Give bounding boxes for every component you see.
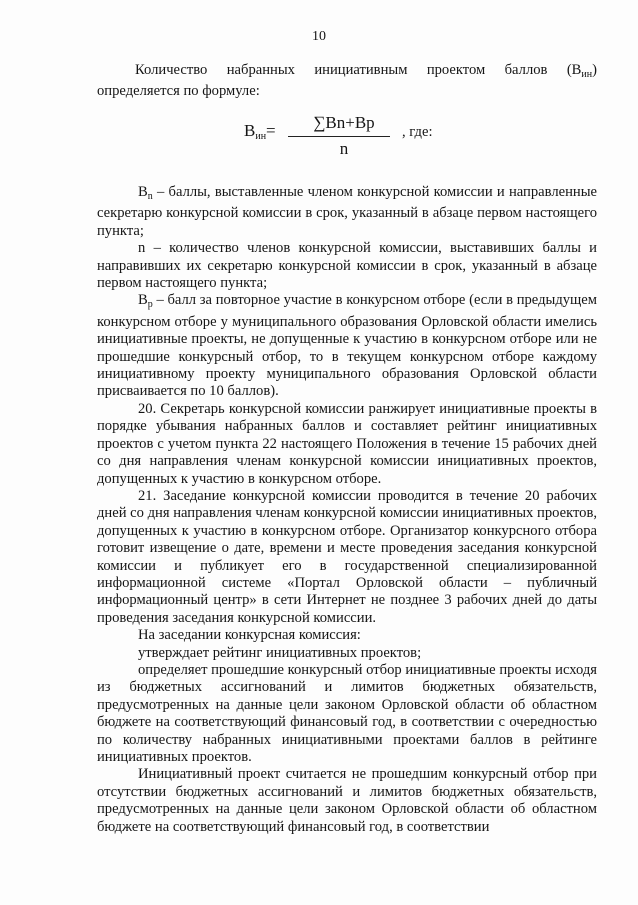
paragraph-21: 21. Заседание конкурсной комиссии проводится в течение 20 рабочих дней со дня направления членам конкурсной комиссии инициативных проектов, допущенных к участию в конкурсном отборе. Организатор конкурсного отбора готовит извещение о дате, времени и месте проведения заседания конкурсной комиссии и публикует его в государственной специализированной информационной системе «Портал Орловской области – публичный информационный центр» в сети Интернет не позднее 3 рабочих дней до даты проведения заседания конкурсной комиссии. <box>97 487 597 626</box>
bn-symbol: В <box>138 184 148 200</box>
intro-paragraph <box>97 62 597 101</box>
definition-bp <box>97 292 597 400</box>
intro-subscript: ин <box>581 69 593 80</box>
intro-block <box>97 62 597 101</box>
approves-paragraph: утверждает рейтинг инициативных проектов; <box>138 644 422 661</box>
formula-equals: = <box>266 121 276 140</box>
definition-n: n – количество членов конкурсной комиссии, выставивших баллы и направивших их секретарю конкурсной комиссии в срок, указанный в абзаце первом настоящего пункта; <box>97 240 597 292</box>
not-passed-paragraph: Инициативный проект считается не прошедшим конкурсный отбор при отсутствии бюджетных ассигнований и лимитов бюджетных обязательств, предусмотренных на данные цели законом Орловской области об областном бюджете на соответствующий финансовый год, в соответствии <box>97 766 597 835</box>
definition-bn <box>97 184 597 240</box>
bp-text: – балл за повторное участие в конкурсном отборе (если в предыдущем конкурсном отборе у муниципального образования Орловской области имелись инициативные проекты, не допущенные к участию в конкурсном отборе или не прошедшие конкурсный отбор, то в текущем конкурсном отборе каждому инициативному проекту муниципального образования Орловской области присваивается по 10 баллов). <box>97 292 597 400</box>
formula-where: , где: <box>402 124 433 140</box>
intro-text: Количество набранных инициативным проектом баллов (В <box>135 62 582 78</box>
score-formula <box>232 114 492 164</box>
meeting-paragraph: На заседании конкурсная комиссия: <box>138 627 361 644</box>
formula-lhs-symbol: В <box>244 121 256 140</box>
paragraph-20: 20. Секретарь конкурсной комиссии ранжирует инициативные проекты в порядке убывания набранных баллов и составляет рейтинг инициативных проектов с учетом пункта 22 настоящего Положения в течение 15 рабочих дней со дня направления членам конкурсной комиссии инициативных проектов, допущенных к участию в конкурсном отборе. <box>97 400 597 487</box>
page-number: 10 <box>312 29 326 44</box>
main-text <box>97 184 597 836</box>
fraction-bar <box>288 136 390 137</box>
formula-denominator: n <box>339 139 349 158</box>
determines-paragraph: определяет прошедшие конкурсный отбор инициативные проекты исходя из бюджетных ассигнований и лимитов бюджетных обязательств, предусмотренных на данные цели законом Орловской области об областном бюджете на соответствующий финансовый год, в соответствии с очередностью по количеству набранных инициативными проектами баллов в рейтинге инициативных проектов. <box>97 661 597 765</box>
formula-lhs-subscript: ин <box>255 131 267 142</box>
formula-lhs <box>244 122 276 145</box>
bp-subscript: р <box>147 299 153 311</box>
formula-numerator: ∑Bn+Bp <box>313 113 375 132</box>
bn-subscript: n <box>147 191 153 202</box>
bn-text: – баллы, выставленные членом конкурсной комиссии и направленные секретарю конкурсной комиссии в срок, указанный в абзаце первом настоящего пункта; <box>97 184 597 239</box>
intro-tail: ) определяется по формуле: <box>97 62 597 100</box>
bp-symbol: В <box>138 292 148 309</box>
